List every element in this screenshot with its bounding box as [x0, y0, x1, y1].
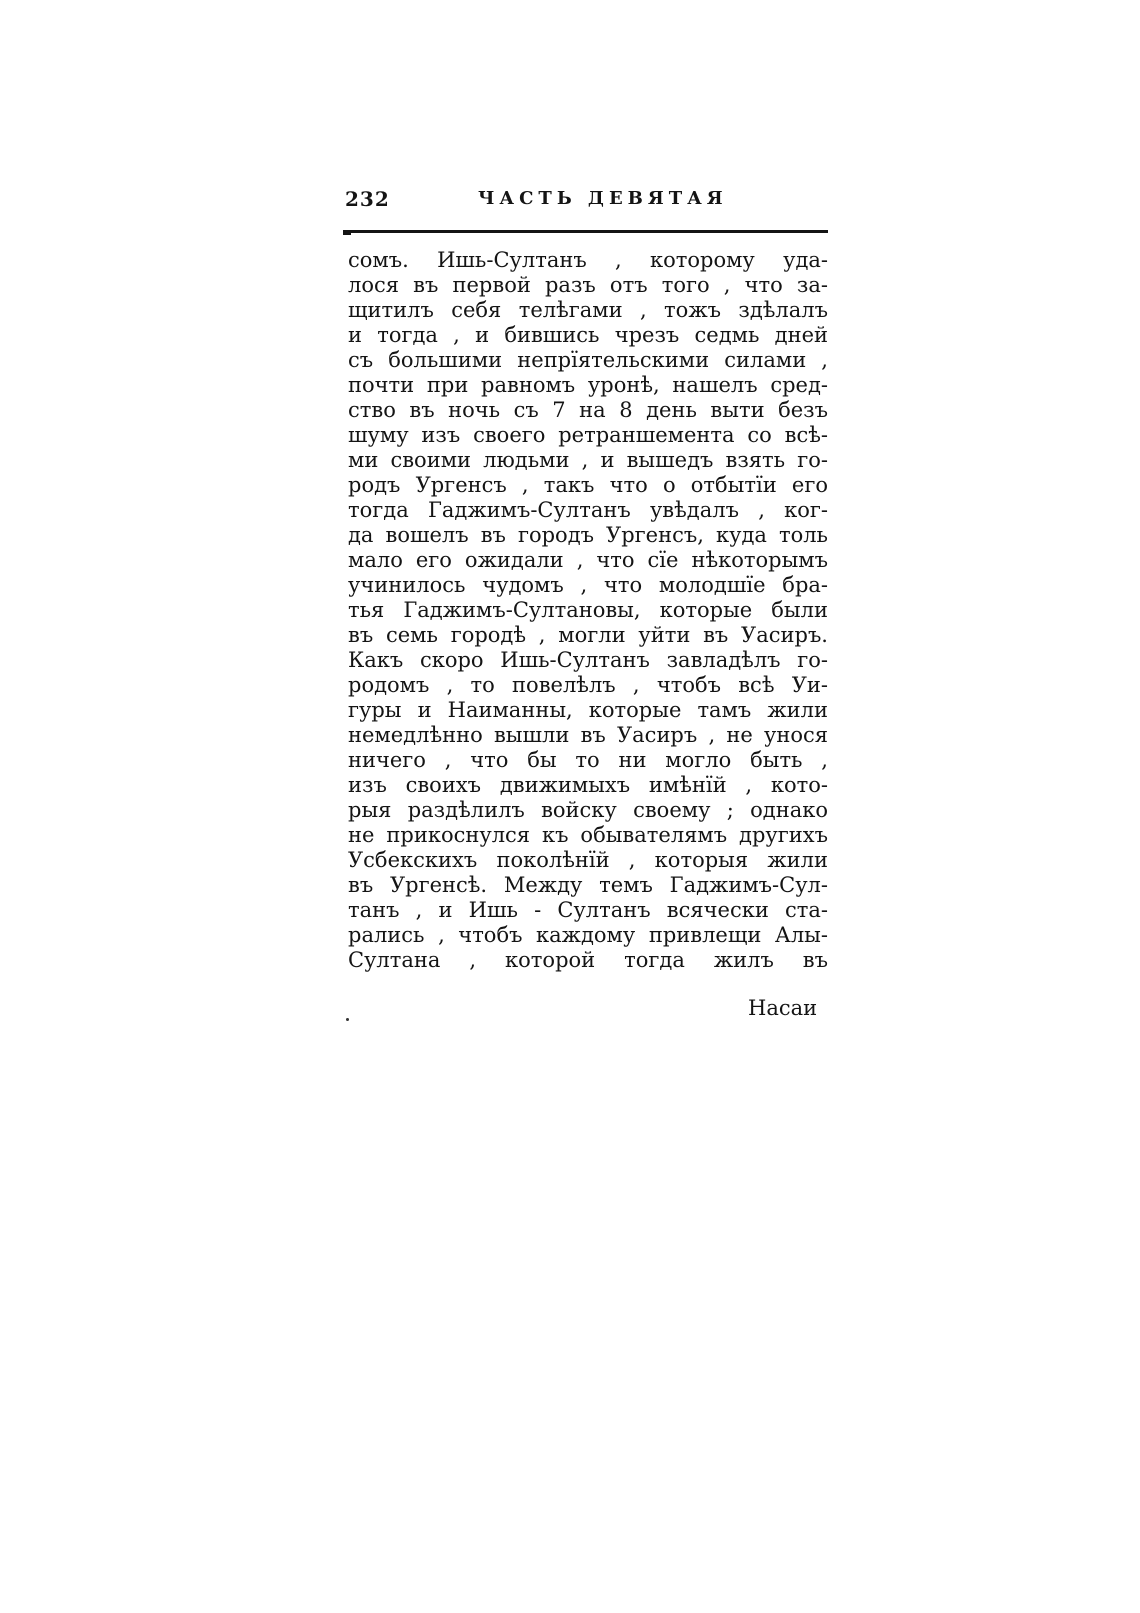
body-text: [348, 248, 828, 973]
catchword: Насаи: [748, 996, 818, 1020]
text-line: лося въ первой разъ отъ того , что за-: [348, 273, 828, 297]
page-header: [345, 187, 830, 217]
text-line: Усбекскихъ поколѣнїй , которыя жили: [348, 848, 828, 872]
text-line: не прикоснулся къ обывателямъ другихъ: [348, 823, 828, 847]
text-line: тогда Гаджимъ-Султанъ увѣдалъ , ког-: [348, 498, 828, 522]
text-line: щитилъ себя телѣгами , тожъ здѣлалъ: [348, 298, 828, 322]
text-line: гуры и Наиманны, которые тамъ жили: [348, 698, 828, 722]
text-line: и тогда , и бившись чрезъ седмь дней: [348, 323, 828, 347]
text-line: мало его ожидали , что сїе нѣкоторымъ: [348, 548, 828, 572]
text-line: да вошелъ въ городъ Ургенсъ, куда толь: [348, 523, 828, 547]
text-line: немедлѣнно вышли въ Уасиръ , не унося: [348, 723, 828, 747]
text-line: въ Ургенсѣ. Между темъ Гаджимъ-Сул-: [348, 873, 828, 897]
page-number: 232: [345, 187, 390, 211]
text-line: ничего , что бы то ни могло быть ,: [348, 748, 828, 772]
running-title: ЧАСТЬ ДЕВЯТАЯ: [478, 188, 728, 209]
text-line: Какъ скоро Ишь-Султанъ завладѣлъ го-: [348, 648, 828, 672]
text-line: танъ , и Ишь - Султанъ всячески ста-: [348, 898, 828, 922]
text-line: ство въ ночь съ 7 на 8 день выти безъ: [348, 398, 828, 422]
text-line: рыя раздѣлилъ войску своему ; однако: [348, 798, 828, 822]
text-line: въ семь городѣ , могли уйти въ Уасиръ.: [348, 623, 828, 647]
text-line: ми своими людьми , и вышедъ взять го-: [348, 448, 828, 472]
text-line: родъ Ургенсъ , такъ что о отбытїи его: [348, 473, 828, 497]
text-line: сомъ. Ишь-Султанъ , которому уда-: [348, 248, 828, 272]
text-line: родомъ , то повелѣлъ , чтобъ всѣ Уи-: [348, 673, 828, 697]
text-line: шуму изъ своего ретраншемента со всѣ-: [348, 423, 828, 447]
text-line: тья Гаджимъ-Султановы, которые были: [348, 598, 828, 622]
text-line: съ большими непрїятельскими силами ,: [348, 348, 828, 372]
text-line: учинилось чудомъ , что молодшїе бра-: [348, 573, 828, 597]
text-line: изъ своихъ движимыхъ имѣнїй , кото-: [348, 773, 828, 797]
text-line: Султана , которой тогда жилъ въ: [348, 948, 828, 972]
header-rule: [343, 230, 828, 233]
text-line: рались , чтобъ каждому привлещи Алы-: [348, 923, 828, 947]
text-line: почти при равномъ уронѣ, нашелъ сред-: [348, 373, 828, 397]
ink-speck: [346, 1018, 349, 1021]
